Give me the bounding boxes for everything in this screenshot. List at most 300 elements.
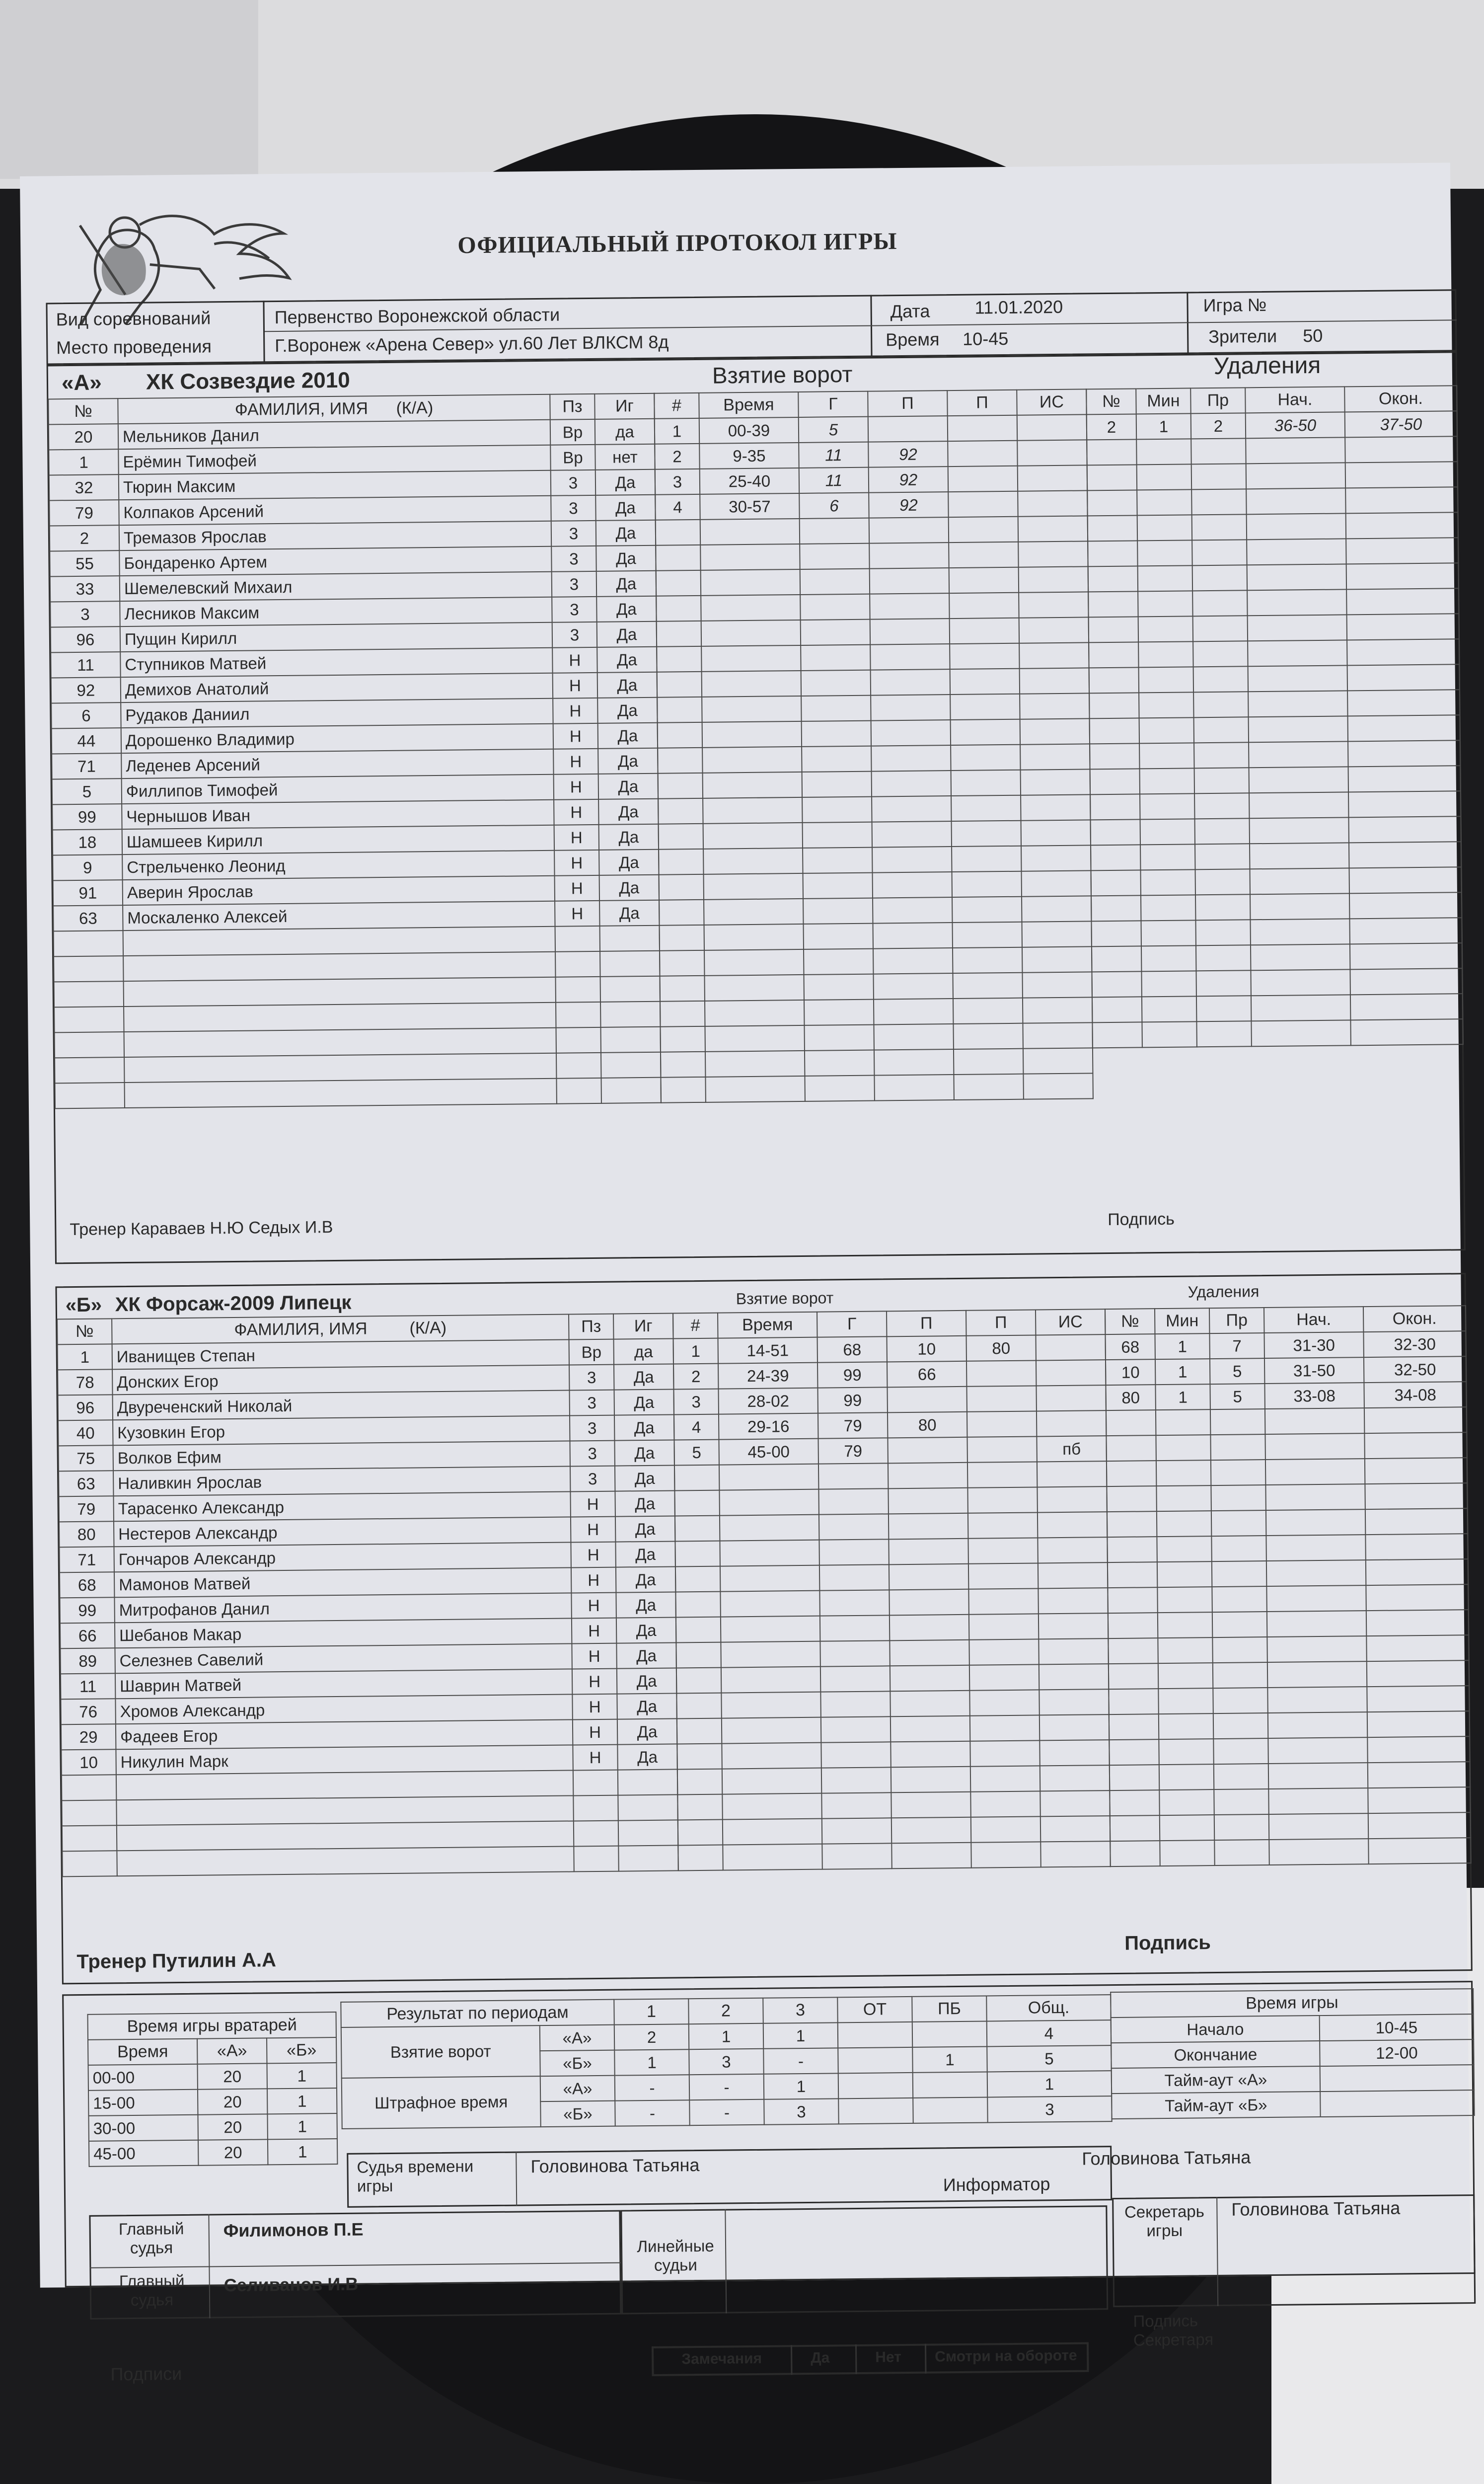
penalty-min: 1 [1155, 1333, 1209, 1359]
goal-n [658, 722, 702, 748]
goal-g [822, 1843, 891, 1869]
goal-time [722, 1768, 821, 1794]
penalty-start [1246, 437, 1345, 464]
penalty-no [1109, 1739, 1159, 1765]
penalty-pr [1214, 1840, 1269, 1865]
player-number: 63 [59, 1471, 113, 1496]
penalty-no [1088, 591, 1138, 617]
penalty-col: Мин [1136, 388, 1190, 414]
goal-time [722, 1743, 821, 1769]
penalty-start [1247, 513, 1346, 540]
player-played: Да [615, 1490, 674, 1516]
player-position [556, 1027, 601, 1053]
penalty-min [1156, 1435, 1210, 1461]
goal-n: 3 [673, 1389, 718, 1415]
player-number: 68 [60, 1572, 114, 1598]
goal-g [804, 1000, 874, 1025]
penalty-min [1138, 616, 1193, 642]
player-played: Да [615, 1465, 674, 1491]
goal-n [658, 773, 703, 799]
penalty-min [1157, 1536, 1211, 1562]
team-a-coach: Тренер Караваев Н.Ю Седых И.В [70, 1218, 333, 1240]
penalty-start [1266, 1585, 1366, 1612]
period-col: Общ. [986, 1995, 1111, 2021]
penalty-start [1266, 1560, 1366, 1586]
goal-p2 [954, 1074, 1023, 1100]
informer-name: Головинова Татьяна [1082, 2147, 1251, 2169]
goal-p1 [891, 1792, 970, 1818]
player-position [555, 951, 600, 977]
player-name: Шебанов Макар [115, 1618, 572, 1648]
player-number: 33 [50, 576, 120, 602]
penalty-start [1248, 691, 1347, 717]
penalty-pr [1196, 945, 1251, 971]
penalty-end [1367, 1711, 1470, 1737]
player-played: Да [597, 621, 657, 647]
period-value: - [615, 2075, 689, 2100]
goal-row [674, 1410, 1106, 1440]
goal-g: 11 [799, 467, 869, 493]
goal-col: П [887, 1311, 966, 1337]
penalty-col: Нач. [1264, 1307, 1363, 1333]
goalie-row [89, 2139, 337, 2167]
penalty-end [1364, 1432, 1467, 1459]
player-played: Да [598, 774, 658, 799]
goal-p2 [952, 846, 1021, 872]
time-label: Время [886, 329, 940, 350]
goal-g: 99 [817, 1362, 887, 1388]
penalty-end [1365, 1483, 1467, 1509]
goal-n [677, 1769, 722, 1795]
penalty-end [1349, 816, 1461, 843]
goal-is [1022, 870, 1091, 896]
penalty-end [1349, 918, 1462, 944]
goalie-time: 45-00 [89, 2140, 198, 2167]
goal-n [676, 1668, 721, 1694]
player-number: 44 [52, 728, 121, 754]
player-played: Да [596, 571, 656, 597]
period-value: 1 [912, 2046, 987, 2072]
goal-is [1020, 668, 1089, 694]
penalty-start [1250, 893, 1349, 920]
penalty-row [1088, 563, 1459, 592]
player-played: нет [595, 444, 655, 470]
goal-p1 [871, 669, 950, 696]
goal-p1 [870, 568, 949, 594]
penalty-end [1347, 664, 1460, 691]
goal-p2 [953, 998, 1023, 1024]
player-name: Митрофанов Данил [114, 1593, 571, 1623]
player-number: 32 [49, 474, 119, 500]
player-number: 6 [51, 702, 121, 728]
goal-p2 [970, 1715, 1039, 1741]
goal-p2 [951, 795, 1021, 821]
player-name [124, 977, 556, 1007]
game-number-label: Игра № [1203, 294, 1267, 316]
main-ref-label-1: Главный судья [118, 2219, 184, 2257]
time-value: 10-45 [963, 328, 1009, 349]
penalty-min [1142, 1021, 1196, 1047]
player-played: да [614, 1338, 673, 1364]
penalty-min [1137, 540, 1192, 566]
goal-g: 79 [818, 1412, 888, 1438]
goal-p1 [872, 847, 952, 873]
goal-is [1017, 414, 1087, 440]
player-number: 71 [59, 1547, 114, 1572]
penalty-min [1137, 515, 1192, 541]
goal-is [1037, 1486, 1107, 1512]
goal-p2 [971, 1842, 1040, 1867]
player-played: Да [617, 1668, 676, 1694]
goal-col: ИС [1017, 389, 1086, 415]
goal-time [700, 519, 800, 545]
game-time-table [1110, 1988, 1475, 2119]
player-number: 89 [60, 1648, 115, 1674]
penalty-no: 68 [1105, 1334, 1155, 1360]
informer-label: Информатор [943, 2174, 1050, 2195]
player-position [556, 1002, 600, 1028]
goal-time [702, 721, 802, 748]
penalty-end [1368, 1787, 1470, 1813]
player-position: Н [553, 698, 597, 724]
goal-g [803, 898, 873, 924]
penalty-start [1249, 741, 1348, 768]
player-played [600, 926, 660, 951]
penalty-start [1250, 868, 1349, 894]
penalty-no [1092, 971, 1141, 997]
goal-n [661, 1052, 705, 1078]
goal-p1 [874, 1024, 953, 1050]
player-number: 20 [49, 424, 118, 450]
goal-p1: 92 [869, 466, 948, 493]
penalty-pr [1213, 1662, 1267, 1688]
player-name: Чернышов Иван [122, 800, 554, 829]
player-number: 2 [50, 525, 119, 551]
penalty-min [1157, 1511, 1211, 1537]
goal-n [660, 976, 705, 1002]
player-name: Нестеров Александр [114, 1517, 571, 1547]
penalty-pr [1212, 1637, 1267, 1663]
player-number: 11 [61, 1673, 115, 1699]
penalty-pr [1194, 717, 1249, 743]
goal-is [1038, 1562, 1108, 1588]
goal-p2 [969, 1614, 1039, 1639]
penalty-pr: 5 [1210, 1358, 1264, 1384]
player-played: Да [597, 672, 657, 698]
goal-time [720, 1565, 819, 1592]
goal-row [657, 668, 1089, 697]
penalty-pr [1191, 464, 1246, 489]
player-name: Колпаков Арсений [119, 496, 551, 525]
col-played: Иг [613, 1313, 673, 1339]
penalty-pr: 2 [1191, 413, 1246, 439]
penalty-end [1346, 588, 1459, 615]
remarks-see-back[interactable]: Смотри на обороте [935, 2347, 1077, 2365]
goal-n [675, 1566, 720, 1592]
goal-time: 30-57 [700, 493, 799, 520]
goal-g [800, 569, 870, 595]
protocol-title: ОФИЦИАЛЬНЫЙ ПРОТОКОЛ ИГРЫ [457, 228, 897, 259]
penalty-row [1090, 715, 1460, 744]
goal-time [719, 1464, 818, 1490]
goal-p1: 10 [887, 1336, 966, 1362]
penalty-pr [1192, 590, 1247, 616]
goal-p2 [970, 1740, 1039, 1766]
player-number: 29 [61, 1724, 116, 1750]
goal-p2 [948, 415, 1017, 441]
goal-time [702, 747, 802, 773]
team-a-goals-table [654, 388, 1094, 1103]
player-played: Да [596, 596, 656, 622]
goal-time [720, 1515, 819, 1541]
goal-is [1018, 465, 1087, 491]
period-value [838, 2022, 912, 2048]
player-number: 99 [52, 804, 122, 830]
penalty-row [1087, 462, 1458, 490]
penalty-min [1141, 895, 1195, 921]
penalty-row [1107, 1458, 1467, 1486]
remarks-yes[interactable]: Да [811, 2349, 830, 2366]
penalty-start: 36-50 [1246, 412, 1345, 438]
goal-g [802, 721, 871, 747]
penalty-min [1141, 971, 1196, 997]
goal-time [721, 1616, 820, 1642]
goal-is [1023, 1022, 1092, 1048]
goal-row [676, 1689, 1109, 1718]
goal-p1 [891, 1767, 970, 1793]
goal-is [1022, 896, 1091, 922]
timeout-a-label: Тайм-аут «А» [1112, 2066, 1320, 2094]
player-position: 3 [552, 622, 597, 648]
goal-is [1039, 1740, 1109, 1766]
goal-row [655, 490, 1087, 520]
col-position: Пз [550, 394, 594, 420]
goal-time [722, 1793, 821, 1820]
period-value: 1 [689, 2023, 763, 2049]
goal-n [657, 697, 702, 723]
player-position: 3 [552, 571, 596, 597]
penalty-no: 10 [1106, 1359, 1155, 1385]
player-number: 1 [49, 449, 118, 475]
goal-p2: 80 [966, 1335, 1036, 1361]
penalty-row [1091, 918, 1462, 946]
goal-n [676, 1617, 721, 1643]
player-played: Да [614, 1414, 674, 1440]
remarks-no[interactable]: Нет [875, 2349, 902, 2366]
player-name: Двуреченский Николай [113, 1390, 570, 1420]
remarks-div-1 [791, 2345, 793, 2375]
goal-p2 [968, 1538, 1038, 1563]
player-number: 3 [50, 601, 120, 627]
goalie-row [88, 2088, 337, 2116]
player-position: Н [571, 1517, 615, 1543]
penalty-start [1265, 1408, 1364, 1434]
penalty-end [1345, 487, 1458, 513]
team-a-name: ХК Созвездие 2010 [146, 368, 350, 394]
goal-row [656, 516, 1088, 545]
goal-p1 [873, 948, 953, 974]
goal-n [658, 798, 703, 824]
penalty-no [1108, 1587, 1157, 1613]
penalty-row [1091, 842, 1461, 870]
penalty-no [1088, 541, 1137, 566]
goal-row [659, 845, 1091, 874]
penalty-no [1110, 1790, 1159, 1816]
team-a-goals-title: Взятие ворот [712, 361, 853, 388]
period-row-label: Взятие ворот [341, 2025, 540, 2078]
period-value: 1 [614, 2049, 689, 2075]
goalie-a: 20 [198, 2114, 267, 2140]
player-played: Да [597, 647, 657, 673]
goal-g [819, 1564, 889, 1590]
goal-row [675, 1588, 1108, 1617]
goalie-a: 20 [198, 2089, 267, 2114]
penalty-min: 1 [1155, 1384, 1210, 1410]
goal-n [675, 1516, 720, 1542]
penalty-start [1251, 995, 1350, 1021]
background-corner [0, 0, 258, 179]
goal-is [1037, 1461, 1107, 1487]
player-played: Да [599, 875, 659, 901]
player-position: Н [572, 1694, 617, 1720]
player-number [54, 931, 123, 956]
goal-row [674, 1436, 1106, 1465]
player-name: Донских Егор [112, 1365, 569, 1395]
player-played [600, 951, 660, 977]
player-position: Н [571, 1542, 615, 1568]
penalty-row [1088, 512, 1458, 541]
penalty-start [1249, 792, 1348, 818]
penalty-no [1090, 743, 1139, 769]
player-played [618, 1794, 677, 1820]
team-b-penalties-table [1105, 1305, 1472, 1867]
penalty-pr [1212, 1586, 1266, 1612]
goal-p1 [891, 1843, 971, 1869]
protocol-sheet [20, 162, 1471, 2385]
goalie-time: 15-00 [88, 2090, 198, 2116]
penalty-min [1160, 1840, 1214, 1866]
player-position [573, 1795, 618, 1821]
goal-p2 [950, 618, 1019, 644]
goal-p2 [953, 973, 1022, 999]
goal-is [1040, 1816, 1110, 1842]
penalty-start [1265, 1484, 1365, 1510]
goal-time: 00-39 [699, 417, 799, 444]
player-number: 79 [59, 1496, 114, 1522]
goal-p1 [890, 1615, 969, 1641]
player-name [116, 1770, 573, 1800]
goal-is [1023, 1073, 1093, 1099]
goal-g [803, 873, 873, 899]
penalty-start [1250, 919, 1349, 945]
goal-time [701, 645, 801, 672]
goal-g [802, 772, 872, 797]
penalty-pr [1194, 742, 1249, 768]
goal-g [802, 746, 871, 772]
player-name: Ступников Матвей [120, 648, 552, 677]
penalty-end [1350, 994, 1463, 1020]
player-position: Н [554, 799, 598, 825]
goal-row [675, 1537, 1107, 1566]
goal-row [655, 465, 1087, 494]
player-position [574, 1821, 618, 1847]
player-name: Гончаров Александр [114, 1542, 571, 1572]
team-a-roster [48, 393, 662, 1109]
goal-g [819, 1514, 889, 1540]
timekeeper-label: Судья времени игры [357, 2157, 474, 2195]
goal-p2 [950, 694, 1020, 720]
goal-p2 [951, 719, 1020, 745]
player-name: Хромов Александр [115, 1694, 572, 1724]
goal-is [1018, 490, 1087, 516]
penalty-start [1250, 843, 1349, 869]
goal-n [659, 900, 704, 926]
player-number: 40 [58, 1420, 113, 1446]
goal-n [678, 1845, 723, 1871]
player-name [124, 1053, 556, 1083]
penalty-end: 37-50 [1345, 411, 1457, 437]
goal-p1 [874, 999, 953, 1025]
goal-g [801, 620, 870, 645]
goal-p1 [873, 872, 952, 898]
goal-time: 9-35 [699, 443, 799, 469]
player-name: Рудаков Даниил [121, 699, 553, 728]
goal-p1 [874, 1075, 954, 1101]
penalty-no [1090, 794, 1140, 820]
goal-p2 [948, 441, 1017, 466]
goal-is [1022, 921, 1091, 947]
goal-g [801, 670, 871, 696]
goal-row [677, 1714, 1109, 1744]
goal-time [703, 797, 802, 824]
goal-g [805, 1050, 874, 1076]
goal-p1 [869, 517, 949, 543]
timeout-a-value [1320, 2065, 1474, 2092]
penalty-no [1108, 1562, 1157, 1588]
player-number [54, 981, 124, 1007]
player-position: Н [571, 1567, 616, 1593]
penalty-no [1091, 845, 1140, 870]
venue-label: Место проведения [56, 336, 212, 358]
penalty-pr [1211, 1536, 1266, 1561]
goal-time [703, 823, 803, 849]
penalty-end [1348, 740, 1460, 767]
penalty-start [1269, 1813, 1368, 1840]
goal-time [701, 620, 801, 646]
goal-time: 24-39 [718, 1363, 817, 1389]
period-value [838, 2047, 912, 2073]
period-team: «Б» [540, 2050, 614, 2076]
penalty-no [1109, 1663, 1158, 1689]
goal-n [675, 1592, 720, 1618]
goal-is [1039, 1613, 1108, 1639]
penalty-pr [1195, 920, 1250, 945]
goal-row [656, 566, 1088, 596]
goal-is [1021, 845, 1091, 871]
goal-n: 3 [655, 469, 700, 495]
player-position: Н [554, 825, 599, 851]
goal-time: 14-51 [718, 1337, 817, 1364]
penalty-row [1092, 1019, 1463, 1048]
goal-p1: 92 [868, 441, 948, 467]
period-value [838, 2098, 913, 2124]
goal-row [673, 1334, 1106, 1364]
period-value [838, 2073, 913, 2098]
period-results-table [340, 1994, 1112, 2129]
penalty-pr [1195, 818, 1250, 844]
goal-is [1019, 617, 1089, 643]
period-value: - [689, 2099, 764, 2125]
